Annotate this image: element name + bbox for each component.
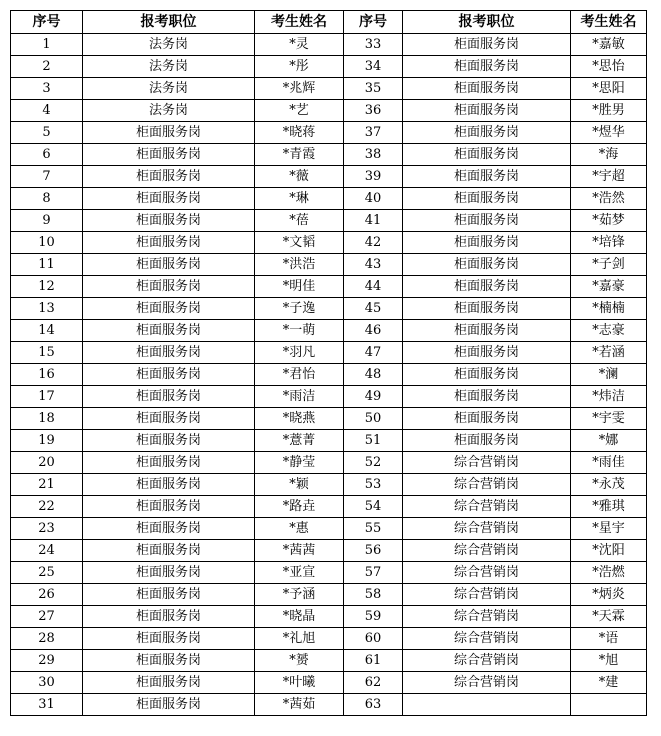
cell-position: 柜面服务岗 [83,188,255,210]
cell-position: 柜面服务岗 [83,232,255,254]
table-row [11,34,647,56]
cell-position: 法务岗 [83,56,255,78]
cell-index: 7 [11,166,83,188]
cell-index: 57 [344,562,403,584]
cell-position: 柜面服务岗 [403,56,571,78]
cell-position: 柜面服务岗 [403,210,571,232]
cell-index: 39 [344,166,403,188]
cell-index: 63 [344,694,403,716]
cell-name: *静莹 [255,452,344,474]
cell-index: 25 [11,562,83,584]
cell-index: 42 [344,232,403,254]
cell-position: 法务岗 [83,34,255,56]
cell-index: 16 [11,364,83,386]
cell-name: *赟 [255,650,344,672]
cell-index: 50 [344,408,403,430]
table-row [11,144,647,166]
table-body [11,34,647,716]
cell-name: *天霖 [571,606,647,628]
cell-index: 56 [344,540,403,562]
cell-name: *艺 [255,100,344,122]
cell-name: *羽凡 [255,342,344,364]
cell-name: *晓晶 [255,606,344,628]
cell-index: 58 [344,584,403,606]
cell-position: 柜面服务岗 [83,518,255,540]
table-row [11,298,647,320]
cell-position: 柜面服务岗 [83,452,255,474]
cell-index: 33 [344,34,403,56]
cell-index: 30 [11,672,83,694]
table-row [11,474,647,496]
cell-position: 综合营销岗 [403,518,571,540]
cell-index: 8 [11,188,83,210]
cell-position: 柜面服务岗 [83,122,255,144]
table-row [11,606,647,628]
cell-index: 12 [11,276,83,298]
cell-name: *茜茹 [255,694,344,716]
cell-name: *雅琪 [571,496,647,518]
cell-name: *予涵 [255,584,344,606]
header-index-right: 序号 [344,11,403,34]
header-position-left: 报考职位 [83,11,255,34]
table-row [11,584,647,606]
header-index-left: 序号 [11,11,83,34]
cell-position: 柜面服务岗 [83,540,255,562]
cell-position: 柜面服务岗 [403,298,571,320]
cell-name: *子逸 [255,298,344,320]
cell-position: 柜面服务岗 [403,232,571,254]
table-row [11,364,647,386]
table-row [11,496,647,518]
cell-index: 61 [344,650,403,672]
cell-position: 柜面服务岗 [403,122,571,144]
cell-position: 法务岗 [83,78,255,100]
cell-position: 柜面服务岗 [83,694,255,716]
cell-name: *洪浩 [255,254,344,276]
cell-name: *浩然 [571,188,647,210]
header-name-left: 考生姓名 [255,11,344,34]
cell-name: *雨洁 [255,386,344,408]
cell-index: 9 [11,210,83,232]
table-row [11,166,647,188]
cell-name: *娜 [571,430,647,452]
cell-name: *叶曦 [255,672,344,694]
cell-index: 47 [344,342,403,364]
cell-name: *宇超 [571,166,647,188]
cell-name: *茹梦 [571,210,647,232]
table-row [11,694,647,716]
cell-position: 柜面服务岗 [83,606,255,628]
cell-position: 柜面服务岗 [403,342,571,364]
cell-position: 综合营销岗 [403,584,571,606]
cell-position: 柜面服务岗 [83,364,255,386]
cell-index: 29 [11,650,83,672]
table-row [11,628,647,650]
table-row [11,320,647,342]
cell-name: *煜华 [571,122,647,144]
table-row [11,408,647,430]
cell-position: 综合营销岗 [403,672,571,694]
cell-name: *灵 [255,34,344,56]
cell-position: 柜面服务岗 [83,430,255,452]
cell-name: *旭 [571,650,647,672]
cell-position: 柜面服务岗 [403,320,571,342]
cell-index: 49 [344,386,403,408]
cell-name: *炜洁 [571,386,647,408]
cell-name: *宇雯 [571,408,647,430]
cell-name [571,694,647,716]
table-row [11,276,647,298]
cell-index: 34 [344,56,403,78]
cell-name: *晓蒋 [255,122,344,144]
cell-position: 柜面服务岗 [83,254,255,276]
table-row [11,562,647,584]
cell-index: 55 [344,518,403,540]
table-row [11,210,647,232]
cell-index: 2 [11,56,83,78]
cell-name: *建 [571,672,647,694]
cell-name: *澜 [571,364,647,386]
cell-name: *语 [571,628,647,650]
cell-index: 14 [11,320,83,342]
cell-name: *沈阳 [571,540,647,562]
cell-position: 柜面服务岗 [83,496,255,518]
cell-name: *茜茜 [255,540,344,562]
cell-index: 44 [344,276,403,298]
cell-name: *楠楠 [571,298,647,320]
cell-position: 柜面服务岗 [83,276,255,298]
cell-index: 46 [344,320,403,342]
table-row [11,254,647,276]
cell-index: 48 [344,364,403,386]
table-row [11,386,647,408]
cell-index: 27 [11,606,83,628]
cell-name: *嘉豪 [571,276,647,298]
cell-position: 柜面服务岗 [403,166,571,188]
cell-position: 柜面服务岗 [83,342,255,364]
table-row [11,650,647,672]
cell-position: 柜面服务岗 [83,320,255,342]
cell-name: *志豪 [571,320,647,342]
table-row [11,78,647,100]
cell-name: *浩燃 [571,562,647,584]
cell-position: 柜面服务岗 [403,34,571,56]
table-row [11,232,647,254]
cell-name: *兆辉 [255,78,344,100]
cell-index: 18 [11,408,83,430]
cell-index: 23 [11,518,83,540]
cell-index: 4 [11,100,83,122]
cell-index: 3 [11,78,83,100]
cell-name: *思怡 [571,56,647,78]
table-row [11,56,647,78]
table-row [11,430,647,452]
cell-index: 13 [11,298,83,320]
cell-position: 综合营销岗 [403,650,571,672]
cell-position: 柜面服务岗 [403,100,571,122]
cell-name: *琳 [255,188,344,210]
cell-name: *星宇 [571,518,647,540]
cell-name: *思阳 [571,78,647,100]
cell-index: 24 [11,540,83,562]
cell-position: 柜面服务岗 [403,430,571,452]
cell-position: 法务岗 [83,100,255,122]
cell-position: 柜面服务岗 [83,298,255,320]
cell-name: *一萌 [255,320,344,342]
cell-index: 22 [11,496,83,518]
cell-position: 柜面服务岗 [83,144,255,166]
cell-position: 柜面服务岗 [403,188,571,210]
candidate-table [10,10,647,716]
cell-index: 37 [344,122,403,144]
cell-index: 21 [11,474,83,496]
cell-index: 35 [344,78,403,100]
cell-position: 柜面服务岗 [403,78,571,100]
table-row [11,100,647,122]
cell-index: 60 [344,628,403,650]
cell-name: *雨佳 [571,452,647,474]
table-row [11,122,647,144]
cell-position: 柜面服务岗 [83,628,255,650]
cell-index: 6 [11,144,83,166]
cell-index: 10 [11,232,83,254]
cell-index: 41 [344,210,403,232]
cell-position: 柜面服务岗 [83,408,255,430]
table-row [11,672,647,694]
cell-name: *彤 [255,56,344,78]
cell-name: *若涵 [571,342,647,364]
cell-index: 31 [11,694,83,716]
cell-index: 19 [11,430,83,452]
cell-name: *亚宣 [255,562,344,584]
cell-name: *颖 [255,474,344,496]
cell-name: *文韬 [255,232,344,254]
cell-index: 17 [11,386,83,408]
cell-index: 1 [11,34,83,56]
cell-name: *薇 [255,166,344,188]
cell-name: *青霞 [255,144,344,166]
cell-index: 59 [344,606,403,628]
cell-index: 40 [344,188,403,210]
cell-position: 柜面服务岗 [403,364,571,386]
cell-position: 综合营销岗 [403,562,571,584]
cell-index: 62 [344,672,403,694]
cell-name: *君怡 [255,364,344,386]
cell-position: 综合营销岗 [403,606,571,628]
table-row [11,342,647,364]
cell-position: 柜面服务岗 [403,254,571,276]
table-row [11,518,647,540]
cell-position: 柜面服务岗 [83,562,255,584]
cell-name: *培锋 [571,232,647,254]
cell-position: 柜面服务岗 [83,474,255,496]
cell-position: 柜面服务岗 [83,386,255,408]
cell-name: *嘉敏 [571,34,647,56]
cell-position: 柜面服务岗 [83,584,255,606]
cell-name: *永茂 [571,474,647,496]
cell-position: 柜面服务岗 [403,276,571,298]
cell-position: 柜面服务岗 [83,672,255,694]
cell-name: *薏菁 [255,430,344,452]
cell-position: 综合营销岗 [403,628,571,650]
cell-index: 51 [344,430,403,452]
table-row [11,540,647,562]
cell-name: *炳炎 [571,584,647,606]
cell-position: 柜面服务岗 [83,650,255,672]
cell-index: 11 [11,254,83,276]
cell-index: 36 [344,100,403,122]
cell-name: *礼旭 [255,628,344,650]
cell-index: 52 [344,452,403,474]
cell-name: *晓燕 [255,408,344,430]
table-row [11,188,647,210]
table-row [11,452,647,474]
cell-index: 20 [11,452,83,474]
cell-name: *蓓 [255,210,344,232]
header-row [11,11,647,34]
cell-name: *海 [571,144,647,166]
cell-index: 43 [344,254,403,276]
cell-index: 5 [11,122,83,144]
cell-position [403,694,571,716]
cell-position: 综合营销岗 [403,496,571,518]
cell-position: 综合营销岗 [403,540,571,562]
cell-position: 柜面服务岗 [403,144,571,166]
header-name-right: 考生姓名 [571,11,647,34]
cell-position: 柜面服务岗 [403,386,571,408]
cell-name: *子剑 [571,254,647,276]
cell-position: 综合营销岗 [403,474,571,496]
cell-position: 柜面服务岗 [83,166,255,188]
cell-name: *惠 [255,518,344,540]
cell-position: 柜面服务岗 [83,210,255,232]
cell-index: 53 [344,474,403,496]
cell-index: 26 [11,584,83,606]
cell-index: 28 [11,628,83,650]
cell-position: 柜面服务岗 [403,408,571,430]
header-position-right: 报考职位 [403,11,571,34]
cell-name: *明佳 [255,276,344,298]
cell-position: 综合营销岗 [403,452,571,474]
cell-index: 54 [344,496,403,518]
cell-name: *胜男 [571,100,647,122]
cell-name: *路垚 [255,496,344,518]
cell-index: 38 [344,144,403,166]
cell-index: 45 [344,298,403,320]
cell-index: 15 [11,342,83,364]
